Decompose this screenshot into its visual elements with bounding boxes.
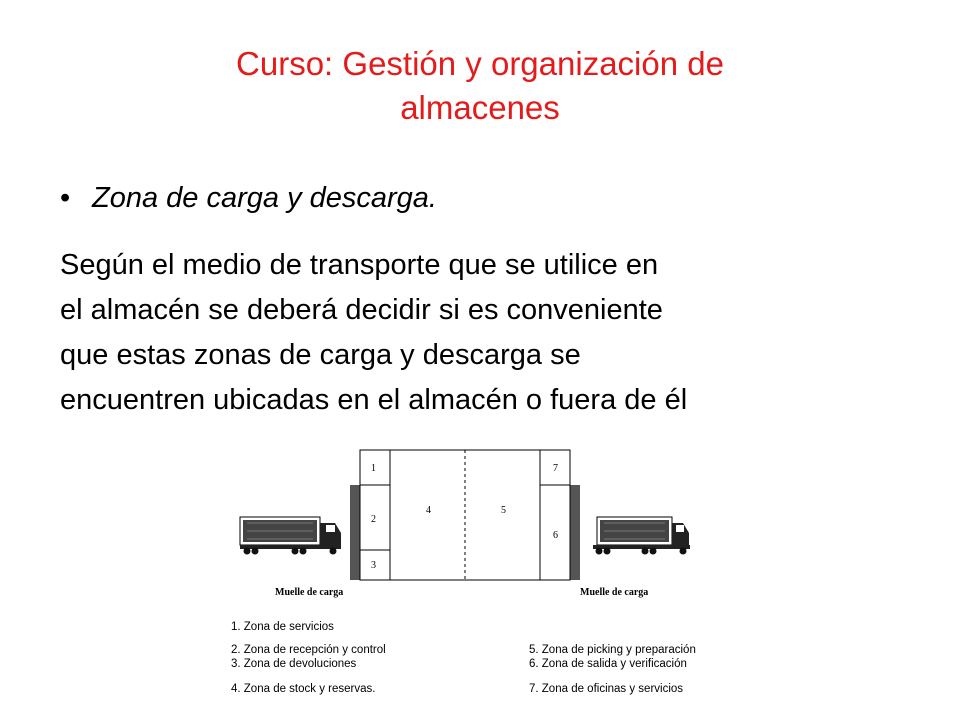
legend-item-6: 6. Zona de salida y verificación [529,658,687,670]
legend-item-2: 2. Zona de recepción y control [231,644,386,656]
body-paragraph [60,243,920,423]
left-dock-wall [350,485,360,580]
slide-title [120,42,840,130]
left-truck-icon [240,517,341,555]
left-dock-label: Muelle de carga [275,587,344,598]
body-line: el almacén se deberá decidir si es conveniente [60,294,663,326]
legend-item-5: 5. Zona de picking y preparación [529,644,696,656]
zone-5-label: 5 [501,505,506,516]
right-truck-icon [593,517,690,555]
zone-3-label: 3 [371,560,376,571]
zone-2-label: 2 [371,514,376,525]
warehouse-diagram [225,445,730,605]
title-line-1: Curso: Gestión y organización de [236,45,724,82]
warehouse-layout-figure [225,445,730,720]
right-dock-label: Muelle de carga [580,587,649,598]
legend-item-4: 4. Zona de stock y reservas. [231,683,376,695]
bullet-text: Zona de carga y descarga. [92,182,437,214]
body-line: encuentren ubicadas en el almacén o fuera de él [60,384,688,416]
right-dock-wall [570,485,580,580]
legend-item-1: 1. Zona de servicios [231,621,334,633]
zone-6-label: 6 [553,530,558,541]
body-line: que estas zonas de carga y descarga se [60,339,581,371]
zone-4-label: 4 [426,505,431,516]
zone-7-label: 7 [553,463,558,474]
body-line: Según el medio de transporte que se utilice en [60,249,659,281]
legend-item-7: 7. Zona de oficinas y servicios [529,683,684,695]
bullet-dot: • [60,182,71,214]
title-line-2: almacenes [400,89,560,126]
legend-item-3: 3. Zona de devoluciones [231,658,357,670]
zone-1-label: 1 [371,463,376,474]
